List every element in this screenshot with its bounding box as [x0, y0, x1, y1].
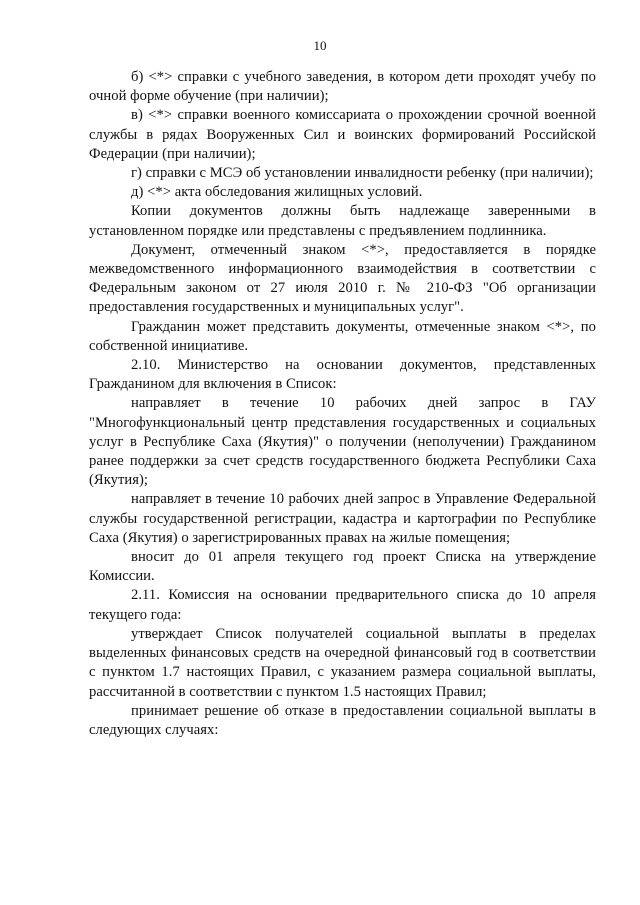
page-number: 10	[313, 38, 327, 53]
paragraph-approves-list: утверждает Список получателей социальной выплаты в пределах выделенных финансовых средств на очередной финансовый год в соответствии с пунктом 1.7 настоящих Правил, с указанием размера социальной выплаты, рассчитанной в соответствии с пунктом 1.5 настоящих Правил;	[89, 625, 596, 700]
paragraph-own-initiative: Гражданин может представить документы, отмеченные знаком <*>, по собственной инициативе.	[89, 318, 596, 354]
paragraph-document-note: Документ, отмеченный знаком <*>, предоставляется в порядке межведомственного информационного взаимодействия в соответствии с Федеральным законом от 27 июля 2010 г. № 210-ФЗ "Об организации предоставления государственных и муниципальных услуг".	[89, 241, 596, 316]
paragraph-item-v: в) <*> справки военного комиссариата о прохождении срочной военной службы в рядах Вооруженных Сил и воинских формирований Российской Федерации (при наличии);	[89, 107, 596, 162]
paragraph-section-2-11: 2.11. Комиссия на основании предварительного списка до 10 апреля текущего года:	[89, 587, 596, 623]
paragraph-section-2-10: 2.10. Министерство на основании документов, представленных Гражданином для включения в Список:	[89, 357, 596, 393]
paragraph-request-mfc: направляет в течение 10 рабочих дней запрос в ГАУ "Многофункциональный центр представления государственных и социальных услуг в Республике Саха (Якутия)" о получении (неполучении) Гражданином ранее поддержки за счет средств государственного бюджета Республики Саха (Якутия);	[89, 395, 596, 489]
paragraph-request-rosreestr: направляет в течение 10 рабочих дней запрос в Управление Федеральной службы государственной регистрации, кадастра и картографии по Республике Саха (Якутия) о зарегистрированных правах на жилые помещения;	[89, 491, 596, 546]
paragraph-item-d: д) <*> акта обследования жилищных условий.	[131, 184, 423, 201]
document-body	[89, 68, 596, 740]
paragraph-item-b: б) <*> справки с учебного заведения, в котором дети проходят учебу по очной форме обучение (при наличии);	[89, 69, 596, 105]
paragraph-item-g: г) справки с МСЭ об установлении инвалидности ребенку (при наличии);	[131, 165, 594, 182]
paragraph-draft-list: вносит до 01 апреля текущего год проект Списка на утверждение Комиссии.	[89, 549, 596, 585]
paragraph-refusal-decision: принимает решение об отказе в предоставлении социальной выплаты в следующих случаях:	[89, 702, 596, 738]
paragraph-copies: Копии документов должны быть надлежаще заверенными в установленном порядке или представлены с предъявлением подлинника.	[89, 203, 596, 239]
